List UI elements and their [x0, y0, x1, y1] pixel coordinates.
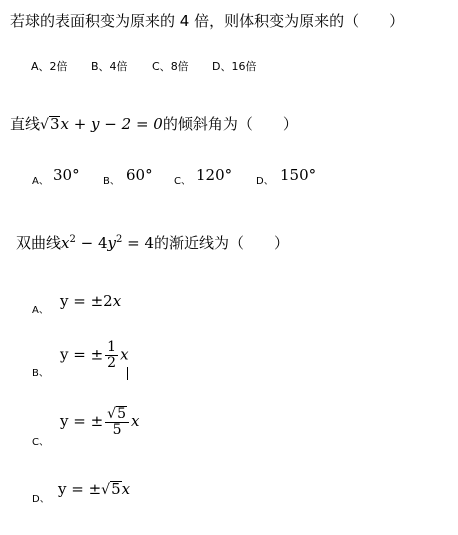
q3-option-c-letter: C、	[32, 437, 49, 448]
q3-option-a-formula: y = ±2x	[60, 292, 122, 310]
option-text: 16倍	[231, 60, 257, 73]
stem-suffix: 的渐近线为（ ）	[154, 234, 290, 252]
q2-option-c-letter: C、	[174, 176, 191, 187]
q1-option-a	[31, 60, 68, 74]
q3-option-b-letter: B、	[32, 368, 49, 379]
sqrt: √5	[101, 480, 121, 498]
q3-option-b-formula: y = ± $\frac{1}{2}$ x	[60, 339, 129, 371]
option-letter: D、	[212, 60, 232, 73]
question-2-stem	[10, 115, 298, 134]
fraction: $\frac{1}{2}$	[107, 339, 117, 371]
radicand: 3	[49, 115, 60, 133]
q2-option-b-letter: B、	[103, 176, 120, 187]
q1-option-c	[152, 60, 189, 74]
q2-option-b-value: 60°	[126, 166, 153, 184]
fraction: $\frac{√5}{5}$	[105, 406, 129, 438]
q3-option-a-letter: A、	[32, 305, 49, 316]
option-letter: B、	[91, 60, 110, 73]
q1-option-d	[212, 60, 256, 74]
option-text: 2倍	[49, 60, 68, 73]
text-cursor	[127, 367, 128, 380]
line-equation	[40, 115, 163, 133]
q2-option-c-value: 120°	[196, 166, 233, 184]
q3-option-c-formula: y = ± $\frac{√5}{5}$ x	[60, 406, 140, 438]
question-3-stem	[16, 234, 289, 252]
option-text: 4倍	[109, 60, 128, 73]
stem-prefix: 直线	[10, 115, 41, 133]
sqrt: √3	[40, 115, 60, 133]
q2-option-a-value: 30°	[53, 166, 80, 184]
q2-option-a-letter: A、	[32, 176, 49, 187]
q1-option-b	[91, 60, 128, 74]
option-letter: A、	[31, 60, 50, 73]
option-text: 8倍	[170, 60, 189, 73]
q2-option-d-letter: D、	[256, 176, 274, 187]
stem-prefix: 双曲线	[16, 234, 62, 252]
question-1-stem: 若球的表面积变为原来的 4 倍，则体积变为原来的（ ）	[10, 12, 405, 30]
stem-suffix: 的倾斜角为（ ）	[162, 115, 298, 133]
q3-option-d-formula: y = ±√5x	[58, 480, 131, 498]
q2-option-d-value: 150°	[280, 166, 317, 184]
hyperbola-equation: $x^2 - 4y^2 = 4$	[61, 234, 155, 252]
q3-option-d-letter: D、	[32, 494, 50, 505]
option-letter: C、	[152, 60, 171, 73]
equation-rest: x + y − 2 = 0	[60, 115, 163, 133]
